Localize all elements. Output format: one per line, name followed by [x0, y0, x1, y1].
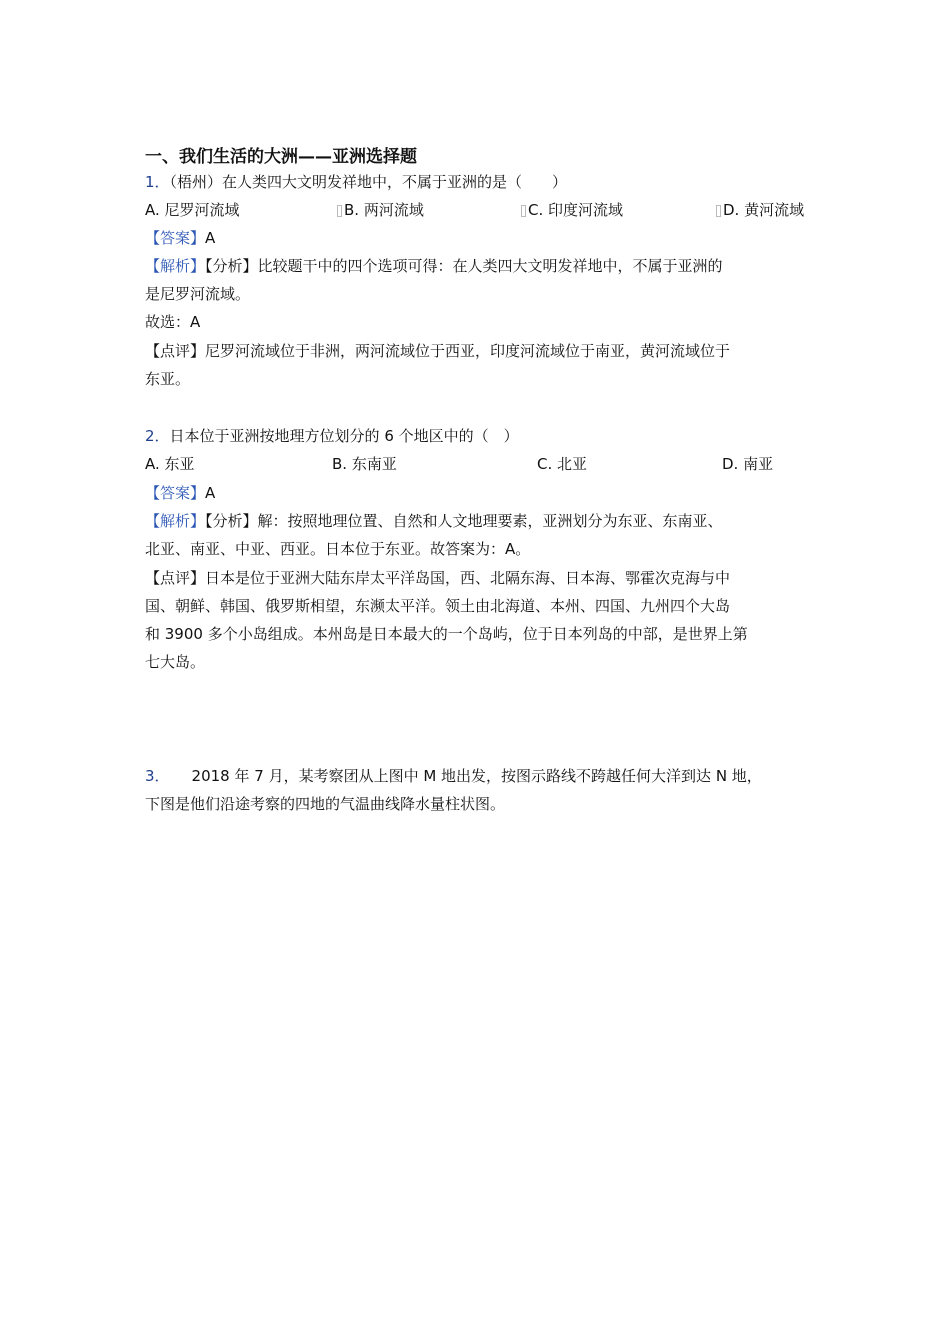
option-label: B. 两河流域 — [344, 201, 424, 219]
analysis-text: 【分析】解：按照地理位置、自然和人文地理要素，亚洲划分为东亚、东南亚、 — [205, 512, 723, 530]
option-marker-icon — [716, 205, 721, 217]
question-2-comment-line-4: 七大岛。 — [145, 653, 206, 671]
option-label: C. 印度河流域 — [528, 201, 624, 219]
option-marker-icon — [337, 205, 342, 217]
option-label: D. 黄河流域 — [723, 201, 805, 219]
question-text: （梧州）在人类四大文明发祥地中，不属于亚洲的是（ ） — [169, 173, 568, 191]
answer-value: A — [205, 229, 216, 247]
section-title: 一、我们生活的大洲——亚洲选择题 — [145, 147, 417, 167]
question-1-option-b — [337, 200, 424, 220]
question-1-option-c — [521, 200, 623, 220]
analysis-tag: 【解析】 — [145, 257, 206, 275]
question-number: 3． — [145, 767, 170, 785]
question-1-analysis-line-2: 是尼罗河流域。 — [145, 285, 251, 303]
question-1-comment-line-1: 【点评】尼罗河流域位于非洲，两河流域位于西亚，印度河流域位于南亚，黄河流域位于 — [145, 342, 731, 360]
answer-value: A — [205, 484, 216, 502]
question-1-comment-line-2: 东亚。 — [145, 370, 191, 388]
question-2-option-c: C. 北亚 — [537, 455, 588, 473]
question-2-option-a: A. 东亚 — [145, 455, 195, 473]
question-number: 1． — [145, 173, 170, 191]
question-1-option-d — [716, 200, 804, 220]
question-2-stem — [145, 426, 519, 446]
question-1-conclusion: 故选：A — [145, 313, 201, 331]
question-2-option-b: B. 东南亚 — [332, 455, 397, 473]
question-2-option-d: D. 南亚 — [722, 455, 774, 473]
question-2-comment-line-2: 国、朝鲜、韩国、俄罗斯相望，东濒太平洋。领土由北海道、本州、四国、九州四个大岛 — [145, 597, 731, 615]
question-1-option-a: A. 尼罗河流域 — [145, 201, 240, 219]
analysis-text: 【分析】比较题干中的四个选项可得：在人类四大文明发祥地中，不属于亚洲的 — [205, 257, 723, 275]
question-number: 2． — [145, 427, 170, 445]
question-2-analysis-line-1 — [145, 511, 723, 531]
question-2-analysis-line-2: 北亚、南亚、中亚、西亚。日本位于东亚。故答案为：A。 — [145, 540, 531, 558]
option-marker-icon — [521, 205, 526, 217]
answer-tag: 【答案】 — [145, 484, 206, 502]
question-2-comment-line-1: 【点评】日本是位于亚洲大陆东岸太平洋岛国，西、北隔东海、日本海、鄂霍次克海与中 — [145, 569, 731, 587]
question-text: 日本位于亚洲按地理方位划分的 6 个地区中的（ ） — [169, 427, 519, 445]
question-3-stem-line-2: 下图是他们沿途考察的四地的气温曲线降水量柱状图。 — [145, 795, 506, 813]
question-3-stem-line-1 — [145, 766, 762, 786]
question-1-answer — [145, 228, 215, 248]
question-1-analysis-line-1 — [145, 256, 723, 276]
answer-tag: 【答案】 — [145, 229, 206, 247]
question-text: 2018 年 7 月，某考察团从上图中 M 地出发，按图示路线不跨越任何大洋到达 N 地， — [191, 767, 762, 785]
analysis-tag: 【解析】 — [145, 512, 206, 530]
question-2-comment-line-3: 和 3900 多个小岛组成。本州岛是日本最大的一个岛屿，位于日本列岛的中部，是世界上第 — [145, 625, 748, 643]
question-1-stem — [145, 172, 567, 192]
question-2-answer — [145, 483, 215, 503]
